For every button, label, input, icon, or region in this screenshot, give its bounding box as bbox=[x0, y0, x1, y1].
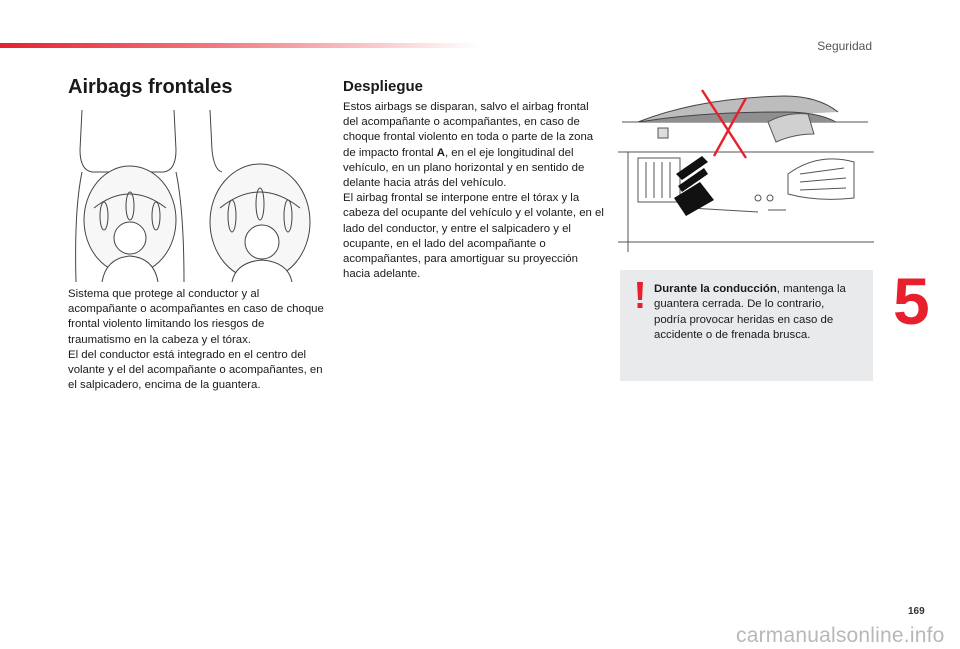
deployment-title: Despliegue bbox=[343, 78, 424, 95]
deployment-description bbox=[343, 100, 605, 282]
deployment-paragraph-2: El airbag frontal se interpone entre el tórax y la cabeza del ocupante del vehículo y el volante, en el lado del conductor, y entre el salpicadero y el ocupante, en el lado del acompañante o acompañantes, para amortiguar su proyección hacia adelante. bbox=[343, 192, 604, 281]
section-title: Seguridad bbox=[817, 39, 872, 53]
warning-bold-text: Durante la conducción bbox=[654, 283, 777, 295]
warning-box bbox=[620, 270, 873, 381]
airbags-title: Airbags frontales bbox=[68, 76, 233, 98]
impact-zone-label: A bbox=[436, 146, 445, 159]
glovebox-illustration bbox=[618, 82, 874, 254]
warning-text bbox=[654, 282, 859, 344]
exclamation-icon bbox=[632, 280, 648, 310]
chapter-number: 5 bbox=[893, 264, 930, 338]
airbags-paragraph-1: Sistema que protege al conductor y al acompañante o acompañantes en caso de choque frontal violento limitando los riesgos de traumatismo en la cabeza y el tórax. bbox=[68, 288, 324, 346]
page-number: 169 bbox=[908, 606, 925, 617]
watermark: carmanualsonline.info bbox=[736, 624, 945, 647]
warning-body-text: , mantenga la guantera cerrada. De lo contrario, podría provocar heridas en caso de accidente o de frenada brusca. bbox=[654, 283, 846, 342]
airbags-paragraph-2: El del conductor está integrado en el centro del volante y el del acompañante o acompañantes, en el salpicadero, encima de la guantera. bbox=[68, 348, 323, 392]
header-accent-bar bbox=[0, 43, 480, 48]
deployment-text-1b: , en el eje longitudinal del vehículo, en un plano horizontal y en sentido de delante hacia atrás del vehículo. bbox=[343, 146, 585, 190]
deployment-text-1a: Estos airbags se disparan, salvo el airbag frontal del acompañante o acompañantes, en caso de choque frontal violento en toda o parte de la zona de impacto frontal bbox=[343, 101, 594, 159]
airbag-occupants-illustration bbox=[72, 110, 322, 282]
airbags-description bbox=[68, 287, 330, 393]
deployment-paragraph-1 bbox=[343, 100, 605, 191]
